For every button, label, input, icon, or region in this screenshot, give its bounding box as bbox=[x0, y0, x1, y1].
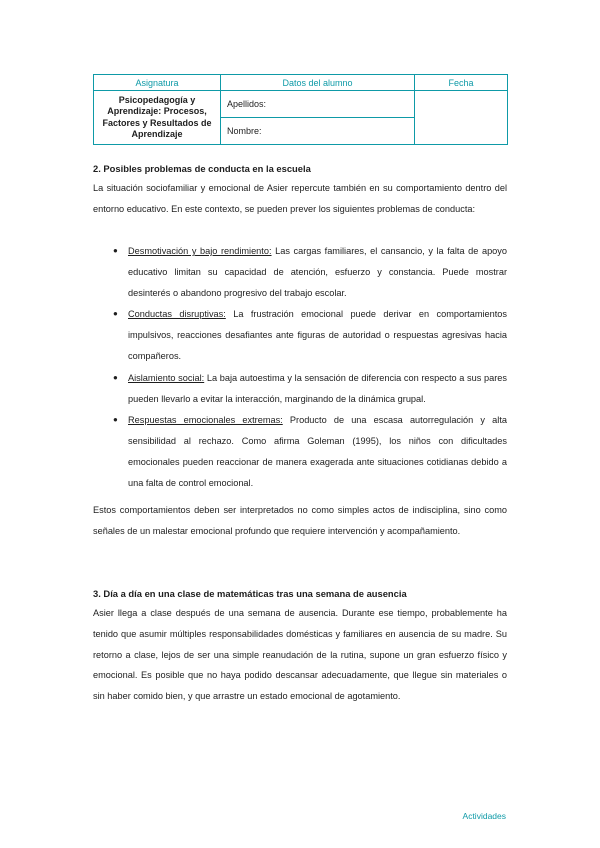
item-text: La baja autoestima y la sensación de diferencia con respecto a sus pares pueden llevarlo a evitar la interacción, marginando de la dinámica grupal. bbox=[128, 372, 507, 404]
behavior-problems-list bbox=[93, 241, 507, 495]
item-term: Desmotivación y bajo rendimiento: bbox=[128, 246, 272, 256]
bullet-icon: ● bbox=[113, 246, 118, 255]
list-item bbox=[93, 241, 507, 303]
bullet-icon: ● bbox=[113, 372, 118, 382]
bullet-icon: ● bbox=[113, 309, 118, 319]
section3-title: 3. Día a día en una clase de matemáticas tras una semana de ausencia bbox=[93, 588, 407, 599]
header-col-subject: Asignatura bbox=[94, 75, 221, 91]
footer-label: Actividades bbox=[462, 811, 506, 821]
list-item bbox=[93, 304, 507, 366]
section3-body: Asier llega a clase después de una semana de ausencia. Durante ese tiempo, probablemente ha tenido que asumir múltiples responsabilidades domésticas y familiares en ausencia de su madre. Su retorno a clase, lejos de ser una simple reanudación de la rutina, supone un gran esfuerzo físico y emocional. Es posible que no haya podido descansar adecuadamente, que llegue sin materiales o sin haber comido bien, y que arrastre un estado emocional de agotamiento. bbox=[93, 608, 507, 702]
surname-field: Apellidos: bbox=[221, 91, 415, 118]
item-text: Producto de una escasa autorregulación y alta sensibilidad al rechazo. Como afirma Goleman (1995), los niños con dificultades emocionales pueden reaccionar de manera exagerada ante situaciones cotidianas debido a una falta de control emocional. bbox=[128, 415, 507, 488]
list-item bbox=[93, 368, 507, 410]
item-term: Aislamiento social: bbox=[128, 372, 205, 383]
section2-intro: La situación sociofamiliar y emocional de Asier repercute también en su comportamiento dentro del entorno educativo. En este contexto, se pueden prever los siguientes problemas de conducta: bbox=[93, 183, 507, 214]
bullet-icon: ● bbox=[113, 415, 118, 425]
header-col-date: Fecha bbox=[415, 75, 508, 91]
item-text: La frustración emocional puede derivar en comportamientos impulsivos, reacciones desafiantes ante figuras de autoridad o respuestas agresivas hacia compañeros. bbox=[128, 309, 507, 361]
date-cell bbox=[415, 91, 508, 145]
header-col-student: Datos del alumno bbox=[221, 75, 415, 91]
item-term: Respuestas emocionales extremas: bbox=[128, 415, 283, 426]
section2-closing: Estos comportamientos deben ser interpretados no como simples actos de indisciplina, sino como señales de un malestar emocional profundo que requiere intervención y acompañamiento. bbox=[93, 505, 507, 536]
header-table bbox=[93, 74, 508, 145]
subject-name: Psicopedagogía y Aprendizaje: Procesos, Factores y Resultados de Aprendizaje bbox=[94, 91, 221, 145]
item-term: Conductas disruptivas: bbox=[128, 309, 226, 320]
name-field: Nombre: bbox=[221, 118, 415, 145]
item-text: Las cargas familiares, el cansancio, y la falta de apoyo educativo limitan su capacidad de atención, esfuerzo y constancia. Puede mostrar desinterés o abandono progresivo del trabajo escolar. bbox=[128, 246, 507, 298]
section2-title: 2. Posibles problemas de conducta en la escuela bbox=[93, 163, 311, 174]
list-item bbox=[93, 410, 507, 493]
